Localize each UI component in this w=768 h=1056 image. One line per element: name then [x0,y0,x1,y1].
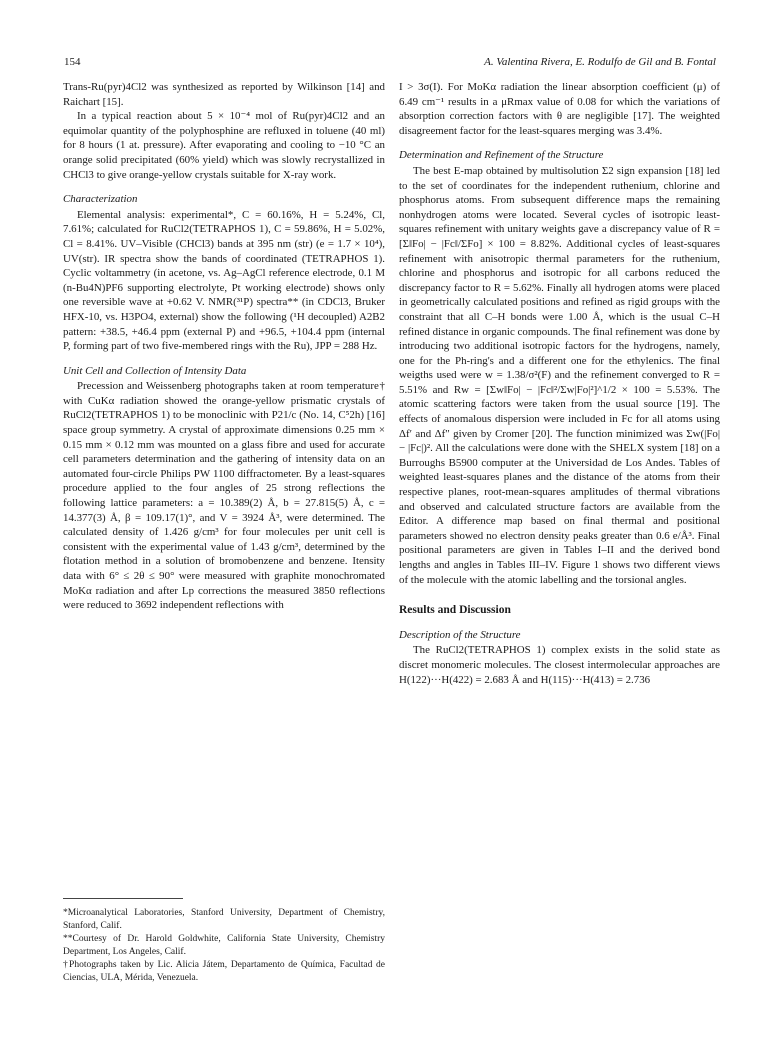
paragraph-description: The RuCl2(TETRAPHOS 1) complex exists in the solid state as discret monomeric molecules. The closest intermolecular approaches are H(122)···H(422) = 2.683 Å and H(115)···H(413) = 2.736 [399,644,720,686]
running-head-authors: A. Valentina Rivera, E. Rodulfo de Gil and B. Fontal [484,56,716,68]
section-heading-results: Results and Discussion [399,604,511,617]
paragraph-absorption: I > 3σ(I). For MoKα radiation the linear absorption coefficient (μ) of 6.49 cm⁻¹ results in a μRmax value of 0.08 for which the variations of absorption correction factors with θ are negligible [17]. The weighted disagreement factor for the least-squares merging was 3.4%. [399,81,720,137]
left-column [63,80,385,613]
right-column [399,80,720,687]
footnote-courtesy: **Courtesy of Dr. Harold Goldwhite, California State University, Chemistry Department, Los Angeles, Calif. [63,934,385,957]
footnotes [63,898,385,985]
footnote-photographs: †Photographs taken by Lic. Alicia Játem, Departamento de Química, Facultad de Ciencias, ULA, Mérida, Venezuela. [63,960,385,983]
paragraph-refinement: The best E-map obtained by multisolution Σ2 sign expansion [18] led to the set of coordinates for the independent ruthenium, chlorine and phosphorus atoms. From subsequent difference maps the remaining nonhydrogen atoms were located. Several cycles of isotropic least-squares refinement with unitary weights gave a discrepancy value of R = [Σ‖Fo| − |Fc‖/ΣFo] × 100 = 8.82%. Additional cycles of least-squares refinement with anisotropic thermal parameters for the ruthenium, chlorine and phosphorus and isotropic for all carbons reduced the discrepancy factor to R = 5.62%. Finally all hydrogen atoms were placed in geometrically calculated positions and refined as rigid groups with the constraint that all C–H bonds were 1.00 Å, which is the usual C–H refined distance in organic compounds. The final refinement was done by introducing two additional isotropic factors for the hydrogens, namely, one for the Ph-ring's and a different one for the ethylenics. The final weigths used were w = 1.38/σ²(F) and the refinement converged to R = 5.51% and Rw = [Σw‖Fo| − |Fc‖²/Σw|Fo|²]^1/2 × 100 = 5.53%. The atomic scattering factors were taken from the usual source [19]. The effects of anomalous dispersion were included in Fc for all atoms using Δf′ and Δf″ given by Cromer [20]. The function minimized was Σw(|Fo| − |Fc|)². All the calculations were done with the SHELX system [18] on a Burroughs B5900 computer at the Universidad de Los Andes. Tables of weighted least-squares planes and the distance of the atoms from their respective planes, root-mean-squares amplitudes of thermal vibrations and observed and calculated structure factors are available from the Editor. A difference map based on final thermal and positional parameters showed no electron density peaks greater than 0.6 e/Å³. Final positional parameters are given in Tables I–II and the derived bond lengths and angles in Tables III–IV. Figure 1 shows two different views of the molecule with the atomic labelling and the torsional angles. [399,164,720,586]
section-heading-unit-cell: Unit Cell and Collection of Intensity Data [63,364,247,377]
paragraph-synthesis-ref: Trans-Ru(pyr)4Cl2 was synthesized as reported by Wilkinson [14] and Raichart [15]. [63,81,385,108]
paragraph-characterization: Elemental analysis: experimental*, C = 60.16%, H = 5.24%, Cl, 7.61%; calculated for RuCl2(TETRAPHOS 1), C = 59.86%, H = 5.02%, Cl = 8.41%. UV–Visible (CHCl3) bands at 395 nm (str) (e = 1.7 × 10⁴), UV(str). IR spectra show the bands of coordinated (TETRAPHOS 1). Cyclic voltammetry (in acetone, vs. Ag–AgCl reference electrode, 0.1 M (n-Bu4N)PF6 supporting electrolyte, Pt working electrode) shows only one reversible wave at +0.62 V. NMR(³¹P) spectra** (in CDCl3, Bruker HFX-10, vs. H3PO4, external) show the following (¹H decoupled) A2B2 pattern: +38.5, +46.4 ppm (external P) and +96.5, +104.4 ppm (internal P, forming part of two five-membered rings with the Ru), JPP = 288 Hz. [63,208,385,353]
footnote-rule [63,898,183,899]
footnote-microanalytical: *Microanalytical Laboratories, Stanford University, Department of Chemistry, Stanford, Calif. [63,908,385,931]
section-heading-description: Description of the Structure [399,628,521,641]
section-heading-determination: Determination and Refinement of the Structure [399,149,604,162]
page-header [64,56,716,72]
page-number: 154 [64,56,81,68]
paragraph-unit-cell: Precession and Weissenberg photographs taken at room temperature† with CuKα radiation showed the orange-yellow prismatic crystals of RuCl2(TETRAPHOS 1) to be monoclinic with P21/c (No. 14, C⁵2h) [16] space group symmetry. A crystal of approximate dimensions 0.25 mm × 0.15 mm × 0.12 mm was mounted on a glass fibre and used for accurate cell parameters determination and the gathering of intensity data on an automated four-circle Philips PW 1100 diffractometer. By a least-squares procedure applied to the four angles of 25 strong reflections the following lattice parameters: a = 10.389(2) Å, b = 27.815(5) Å, c = 14.377(3) Å, β = 109.17(1)°, and V = 3924 Å³, were determined. The calculated density of 1.426 g/cm³ for four molecules per unit cell is consistent with the experimental value of 1.43 g/cm³, determined by the flotation method in a solution of bromobenzene and benzene. Itensity data with 6° ≤ 2θ ≤ 90° were measured with graphite monochromated MoKα radiation and after Lp corrections the measured 3850 reflections were reduced to 3692 independent reflections with [63,380,385,612]
paragraph-synthesis: In a typical reaction about 5 × 10⁻⁴ mol of Ru(pyr)4Cl2 and an equimolar quantity of the polyphosphine are refluxed in toluene (40 ml) for 8 hours (1 at. pressure). After evaporating and cooling to −10 °C an orange solid precipitated (60% yield) which was slowly recrystallized in CHCl3 to give orange-yellow crystals suitable for X-ray work. [63,110,385,181]
section-heading-characterization: Characterization [63,193,138,206]
